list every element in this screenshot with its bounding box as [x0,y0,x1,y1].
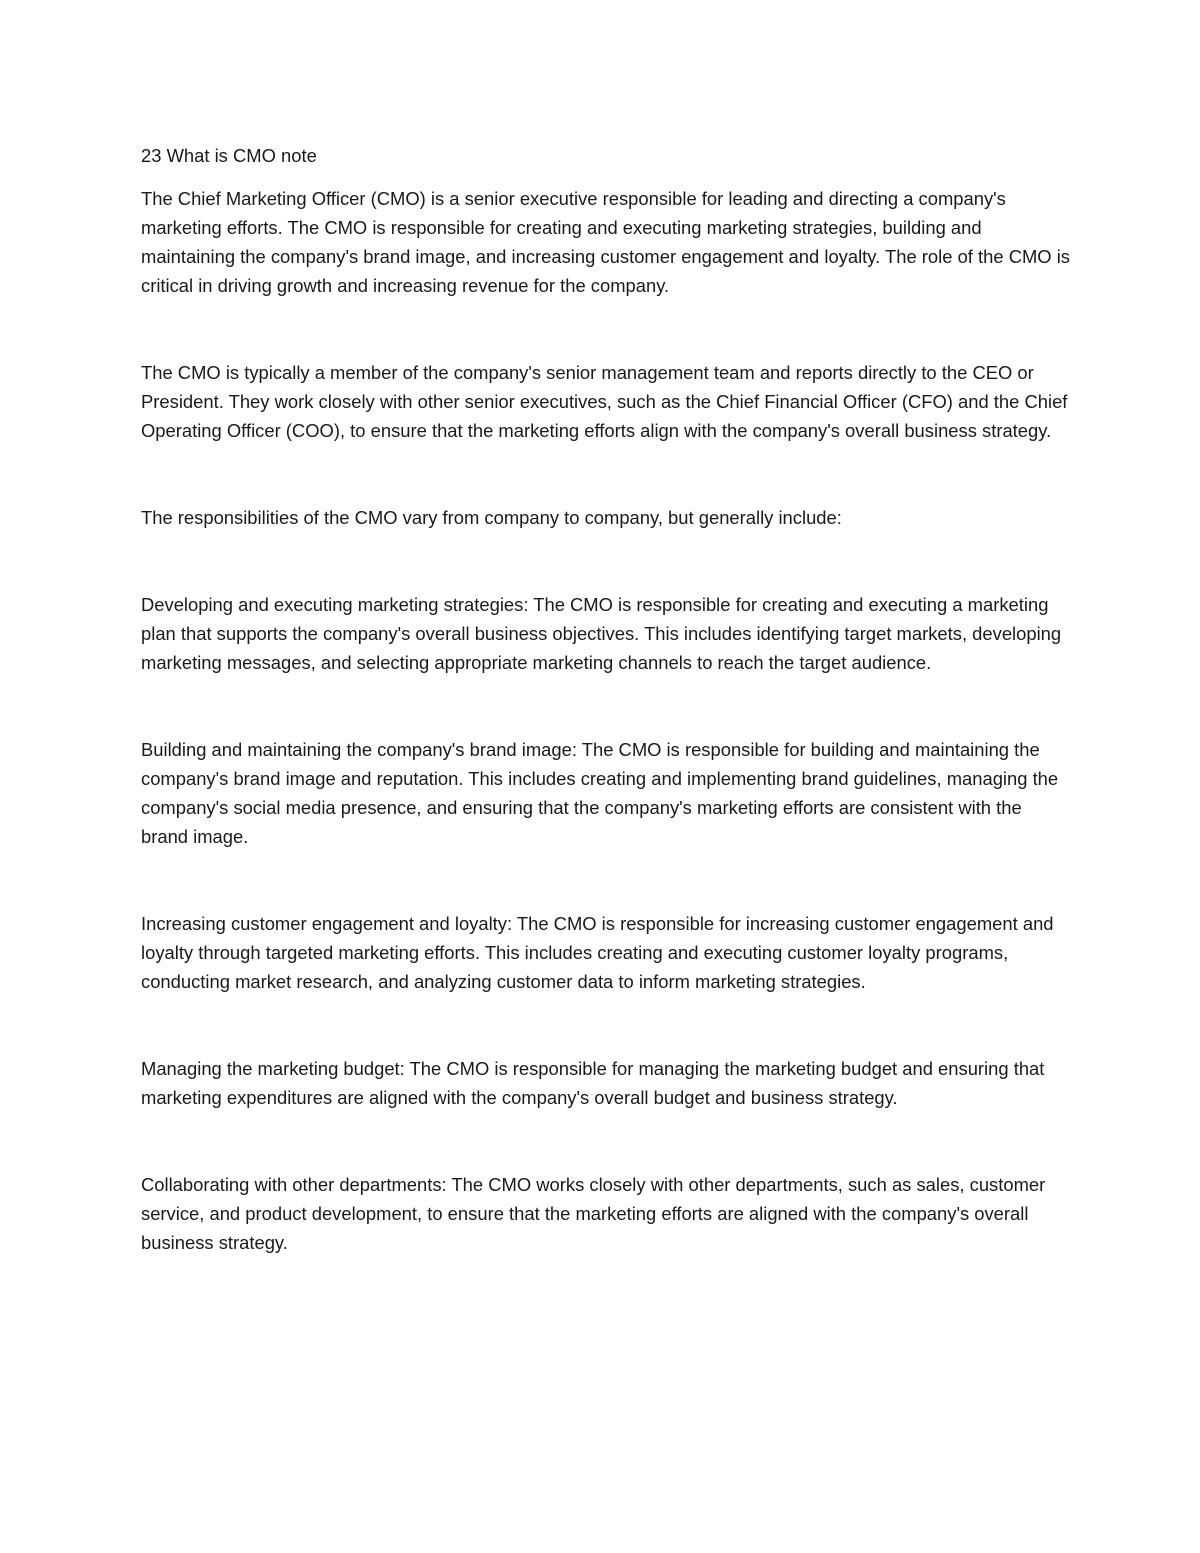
paragraph-spacer [141,1112,1071,1170]
paragraph-customer-engagement: Increasing customer engagement and loyalty: The CMO is responsible for increasing customer engagement and loyalty through targeted marketing efforts. This includes creating and executing customer loyalty programs, conducting market research, and analyzing customer data to inform marketing strategies. [141,913,1054,992]
paragraph-spacer [141,445,1071,503]
paragraph-spacer [141,532,1071,590]
paragraph-cmo-definition: The Chief Marketing Officer (CMO) is a senior executive responsible for leading and directing a company's marketing efforts. The CMO is responsible for creating and executing marketing strategies, building and maintaining the company's brand image, and increasing customer engagement and loyalty. The role of the CMO is critical in driving growth and increasing revenue for the company. [141,188,1070,296]
paragraph-collaboration: Collaborating with other departments: The CMO works closely with other departments, such as sales, customer service, and product development, to ensure that the marketing efforts are aligned with the company's overall business strategy. [141,1174,1046,1253]
paragraph-marketing-budget: Managing the marketing budget: The CMO is responsible for managing the marketing budget and ensuring that marketing expenditures are aligned with the company's overall budget and business strategy. [141,1058,1045,1108]
paragraph-brand-image: Building and maintaining the company's brand image: The CMO is responsible for building and maintaining the company's brand image and reputation. This includes creating and implementing brand guidelines, managing the company's social media presence, and ensuring that the company's marketing efforts are consistent with the brand image. [141,739,1059,847]
paragraph-marketing-strategies: Developing and executing marketing strategies: The CMO is responsible for creating and executing a marketing plan that supports the company's overall business objectives. This includes identifying target markets, developing marketing messages, and selecting appropriate marketing channels to reach the target audience. [141,594,1062,673]
paragraph-responsibilities-intro: The responsibilities of the CMO vary from company to company, but generally include: [141,507,842,528]
paragraph-spacer [141,677,1071,735]
document-title: 23 What is CMO note [141,145,317,166]
paragraph-cmo-reporting: The CMO is typically a member of the company's senior management team and reports directly to the CEO or President. They work closely with other senior executives, such as the Chief Financial Officer (CFO) and the Chief Operating Officer (COO), to ensure that the marketing efforts align with the company's overall business strategy. [141,362,1068,441]
document-body [141,141,1071,1257]
paragraph-spacer [141,996,1071,1054]
paragraph-spacer [141,300,1071,358]
paragraph-spacer [141,851,1071,909]
